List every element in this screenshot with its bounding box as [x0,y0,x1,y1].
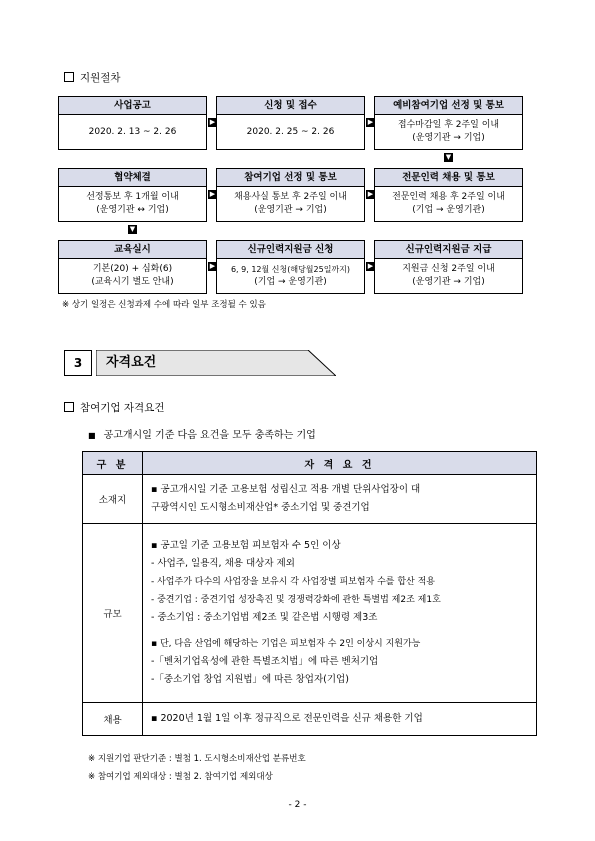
row-content [143,524,537,703]
procedure-step [216,168,365,222]
procedure-step-line: (기업 → 운영기관) [254,277,327,287]
content-line: - 중소기업 : 중소기업법 제2조 및 같은법 시행령 제3조 [151,612,378,623]
procedure-step [58,168,207,222]
arrow-right-icon: ▶ [209,118,216,126]
procedure-step-body [59,187,206,221]
procedure-step-line: 기본(20) + 심화(6) [92,264,173,274]
section-title: 자격요건 [106,355,157,370]
footnote: ※ 지원기업 판단기준 : 별첨 1. 도시형소비재산업 분류번호 [88,754,306,764]
procedure-step [374,240,523,294]
footnote: ※ 참여기업 제외대상 : 별첨 2. 참여기업 제외대상 [88,772,273,782]
procedure-step-body [217,187,364,221]
content-line: 구광역시인 도시형소비재산업* 중소기업 및 중견기업 [151,502,370,513]
procedure-step-line: 6, 9, 12월 신청(해당월25일까지) [230,265,351,274]
procedure-step-body [59,259,206,293]
procedure-step-line: (운영기관 → 기업) [254,205,327,215]
procedure-step-title: 전문인력 채용 및 통보 [375,169,522,187]
content-line: ▪ 공고일 기준 고용보험 피보험자 수 5인 이상 [151,540,341,551]
procedure-step-line: 선정통보 후 1개월 이내 [86,192,179,202]
procedure-step-body [375,187,522,221]
procedure-step-title: 신규인력지원금 지급 [375,241,522,259]
procedure-step-title: 신규인력지원금 신청 [217,241,364,259]
content-line: ▪ 2020년 1월 1일 이후 정규직으로 전문인력을 신규 채용한 기업 [151,713,423,724]
procedure-step-line: 채용사실 통보 후 2주일 이내 [234,192,347,202]
procedure-step-line: 지원금 신청 2주일 이내 [402,264,495,274]
procedure-step-line: (교육시기 별도 안내) [91,277,174,287]
table-header-row [83,452,537,475]
procedure-step [216,240,365,294]
procedure-step-line: 전문인력 채용 후 2주일 이내 [392,192,505,202]
spacer [151,627,530,635]
content-line: ▪ 단, 다음 산업에 해당하는 기업은 피보험자 수 2인 이상시 지원가능 [151,639,421,649]
procedure-step-title: 사업공고 [59,97,206,115]
arrow-right-icon: ▶ [367,118,374,126]
procedure-step-line: (운영기관 → 기업) [412,133,485,143]
table-header-requirements: 자 격 요 건 [143,452,537,475]
arrow-down-icon: ▼ [445,153,452,161]
row-content [143,703,537,736]
row-label: 규모 [83,524,143,703]
procedure-step-line: (기업 → 운영기관) [412,205,485,215]
section-title-bar [96,350,336,376]
procedure-step [58,96,207,150]
table-row-location [83,475,537,524]
arrow-right-icon: ▶ [367,262,374,270]
content-line: -「중소기업 창업 지원법」에 따른 창업자(기업) [151,674,349,685]
arrow-right-icon: ▶ [367,190,374,198]
content-line: - 사업주가 다수의 사업장을 보유시 각 사업장별 피보험자 수를 합산 적용 [151,577,435,587]
row-content [143,475,537,524]
procedure-step-line: 2020. 2. 25 ~ 2. 26 [246,126,335,137]
bullet-icon: ■ [88,431,96,440]
procedure-step-title: 예비참여기업 선정 및 통보 [375,97,522,115]
procedure-step-line: 2020. 2. 13 ~ 2. 26 [88,126,177,137]
qualification-table [82,451,537,736]
procedure-step [374,96,523,150]
row-label: 소재지 [83,475,143,524]
bullet-intro: ■ 공고개시일 기준 다음 요건을 모두 충족하는 기업 [88,430,316,441]
procedure-step-body [375,259,522,293]
procedure-step-body [375,115,522,149]
qualification-heading: 참여기업 자격요건 [64,400,164,415]
procedure-heading: 지원절차 [64,70,121,85]
procedure-step-title: 협약체결 [59,169,206,187]
checkbox-square-icon [64,402,74,412]
content-line: ▪ 공고개시일 기준 고용보험 성립신고 적용 개별 단위사업장이 대 [151,484,421,495]
arrow-right-icon: ▶ [209,262,216,270]
checkbox-square-icon [64,72,74,82]
table-row-hiring [83,703,537,736]
arrow-right-icon: ▶ [209,190,216,198]
procedure-step-line: 접수마감일 후 2주일 이내 [397,120,500,130]
content-line: -「벤처기업육성에 관한 특별조치법」에 따른 벤처기업 [151,656,379,667]
procedure-step-body [217,115,364,149]
procedure-note: ※ 상기 일정은 신청과제 수에 따라 일부 조정될 수 있음 [62,300,266,310]
procedure-step-line: (운영기관 → 기업) [412,277,485,287]
procedure-step [58,240,207,294]
page-number: - 2 - [288,800,307,810]
procedure-step-body [217,259,364,293]
content-line: - 사업주, 일용직, 채용 대상자 제외 [151,558,295,569]
content-line: - 중견기업 : 중견기업 성장촉진 및 경쟁력강화에 관한 특별법 제2조 제1호 [151,595,441,605]
procedure-step-body [59,115,206,149]
table-header-category: 구 분 [83,452,143,475]
procedure-step [374,168,523,222]
procedure-step-title: 참여기업 선정 및 통보 [217,169,364,187]
table-row-size [83,524,537,703]
row-label: 채용 [83,703,143,736]
arrow-down-icon: ▼ [129,225,136,233]
procedure-step-line: (운영기관 ↔ 기업) [96,205,169,215]
section-number: 3 [64,350,92,376]
procedure-step [216,96,365,150]
procedure-step-title: 신청 및 접수 [217,97,364,115]
procedure-step-title: 교육실시 [59,241,206,259]
